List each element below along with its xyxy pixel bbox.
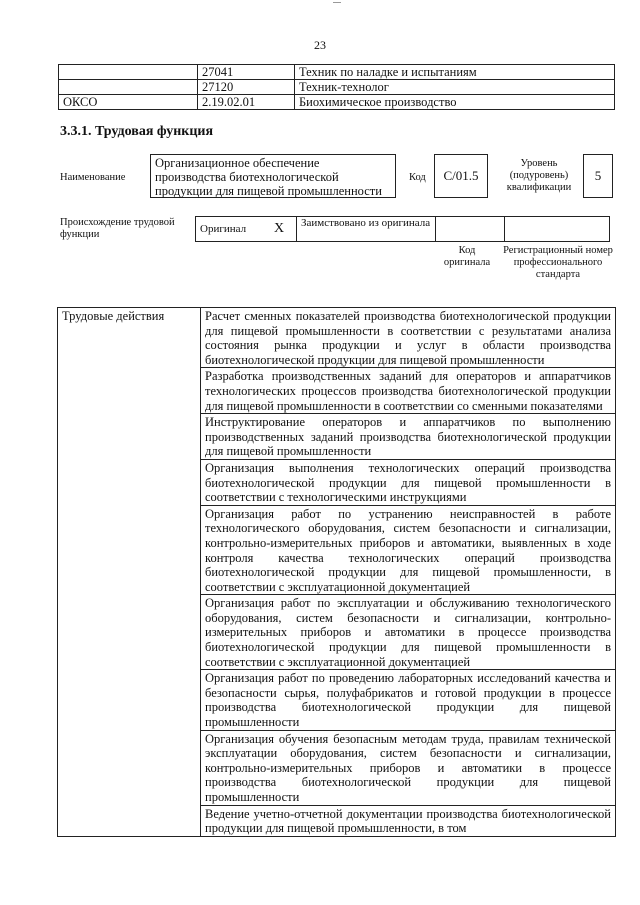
page-number: 23 bbox=[314, 38, 326, 52]
section-heading: 3.3.1. Трудовая функция bbox=[60, 124, 214, 139]
codes-cell: Техник по наладке и испытаниям bbox=[295, 65, 615, 80]
action-item: Разработка производственных заданий для операторов и аппаратчиков технологических процессов производства биотехнологической продукции для пищевой промышленности в соответствии со сменными показателями bbox=[201, 368, 616, 414]
origin-borrowed-cell: Заимствовано из оригинала bbox=[297, 217, 436, 242]
codes-cell: Биохимическое производство bbox=[295, 95, 615, 110]
origin-original-cell: Оригинал bbox=[196, 217, 263, 242]
codes-cell: 27120 bbox=[198, 80, 295, 95]
function-name-box: Организационное обеспечение производства биотехнологической продукции для пищевой промышленности bbox=[150, 154, 396, 198]
codes-row bbox=[59, 95, 615, 110]
action-item: Расчет сменных показателей производства биотехнологической продукции для пищевой промышленности в соответствии с результатами анализа состояния рынка продукции и услуг в области производства биотехнологической продукции для пищевой промышленности bbox=[201, 308, 616, 368]
function-code-box: С/01.5 bbox=[434, 154, 488, 198]
action-item: Организация работ по проведению лабораторных исследований качества и безопасности сырья, полуфабрикатов и готовой продукции в процессе производства биотехнологической продукции для пищевой промышленности bbox=[201, 670, 616, 730]
origin-label: Происхождение трудовой функции bbox=[60, 217, 175, 240]
origin-mark: X bbox=[262, 217, 297, 242]
labor-actions-table bbox=[57, 307, 616, 837]
code-label: Код bbox=[409, 172, 426, 183]
codes-row bbox=[59, 65, 615, 80]
codes-cell: Техник-технолог bbox=[295, 80, 615, 95]
codes-table bbox=[58, 64, 615, 110]
action-item: Организация работ по эксплуатации и обслуживанию технологического оборудования, систем безопасности и сигнализации, контрольно-измерительных приборов и автоматики в процессе производства биотехнологической продукции для пищевой промышленности в соответствии с эксплуатационной документацией bbox=[201, 595, 616, 670]
origin-code-caption: Код оригинала bbox=[443, 245, 491, 268]
origin-table bbox=[195, 216, 610, 242]
action-item: Ведение учетно-отчетной документации производства биотехнологической продукции для пищевой промышленности, в том bbox=[201, 805, 616, 836]
level-label: Уровень (подуровень) квалификации bbox=[506, 158, 572, 193]
action-item: Инструктирование операторов и аппаратчиков по выполнению производственных заданий производства биотехнологической продукции для пищевой промышленности bbox=[201, 414, 616, 460]
action-item: Организация обучения безопасным методам труда, правилам технической эксплуатации оборудования, систем безопасности и сигнализации, контрольно-измерительных приборов и автоматики в процессе производства биотехнологической продукции для пищевой промышленности bbox=[201, 730, 616, 805]
codes-row bbox=[59, 80, 615, 95]
codes-cell bbox=[59, 65, 198, 80]
actions-label: Трудовые действия bbox=[58, 308, 201, 837]
action-item: Организация выполнения технологических операций производства биотехнологической продукции для пищевой промышленности в соответствии с технологическими инструкциями bbox=[201, 459, 616, 505]
codes-cell bbox=[59, 80, 198, 95]
table-row bbox=[58, 308, 616, 368]
codes-cell: 27041 bbox=[198, 65, 295, 80]
codes-cell: 2.19.02.01 bbox=[198, 95, 295, 110]
origin-code-cell bbox=[436, 217, 505, 242]
action-item: Организация работ по устранению неисправностей в работе технологического оборудования, систем безопасности и сигнализации, контрольно-измерительных приборов и автоматики, выявленных в ходе контроля качества технологических операций производства биотехнологической продукции для пищевой промышленности, в соответствии с эксплуатационной документацией bbox=[201, 505, 616, 595]
level-value-box: 5 bbox=[583, 154, 613, 198]
name-label: Наименование bbox=[60, 172, 126, 183]
origin-reg-cell bbox=[505, 217, 610, 242]
codes-cell: ОКСО bbox=[59, 95, 198, 110]
origin-reg-caption: Регистрационный номер профессионального стандарта bbox=[503, 245, 613, 280]
page-top-mark bbox=[333, 2, 341, 3]
